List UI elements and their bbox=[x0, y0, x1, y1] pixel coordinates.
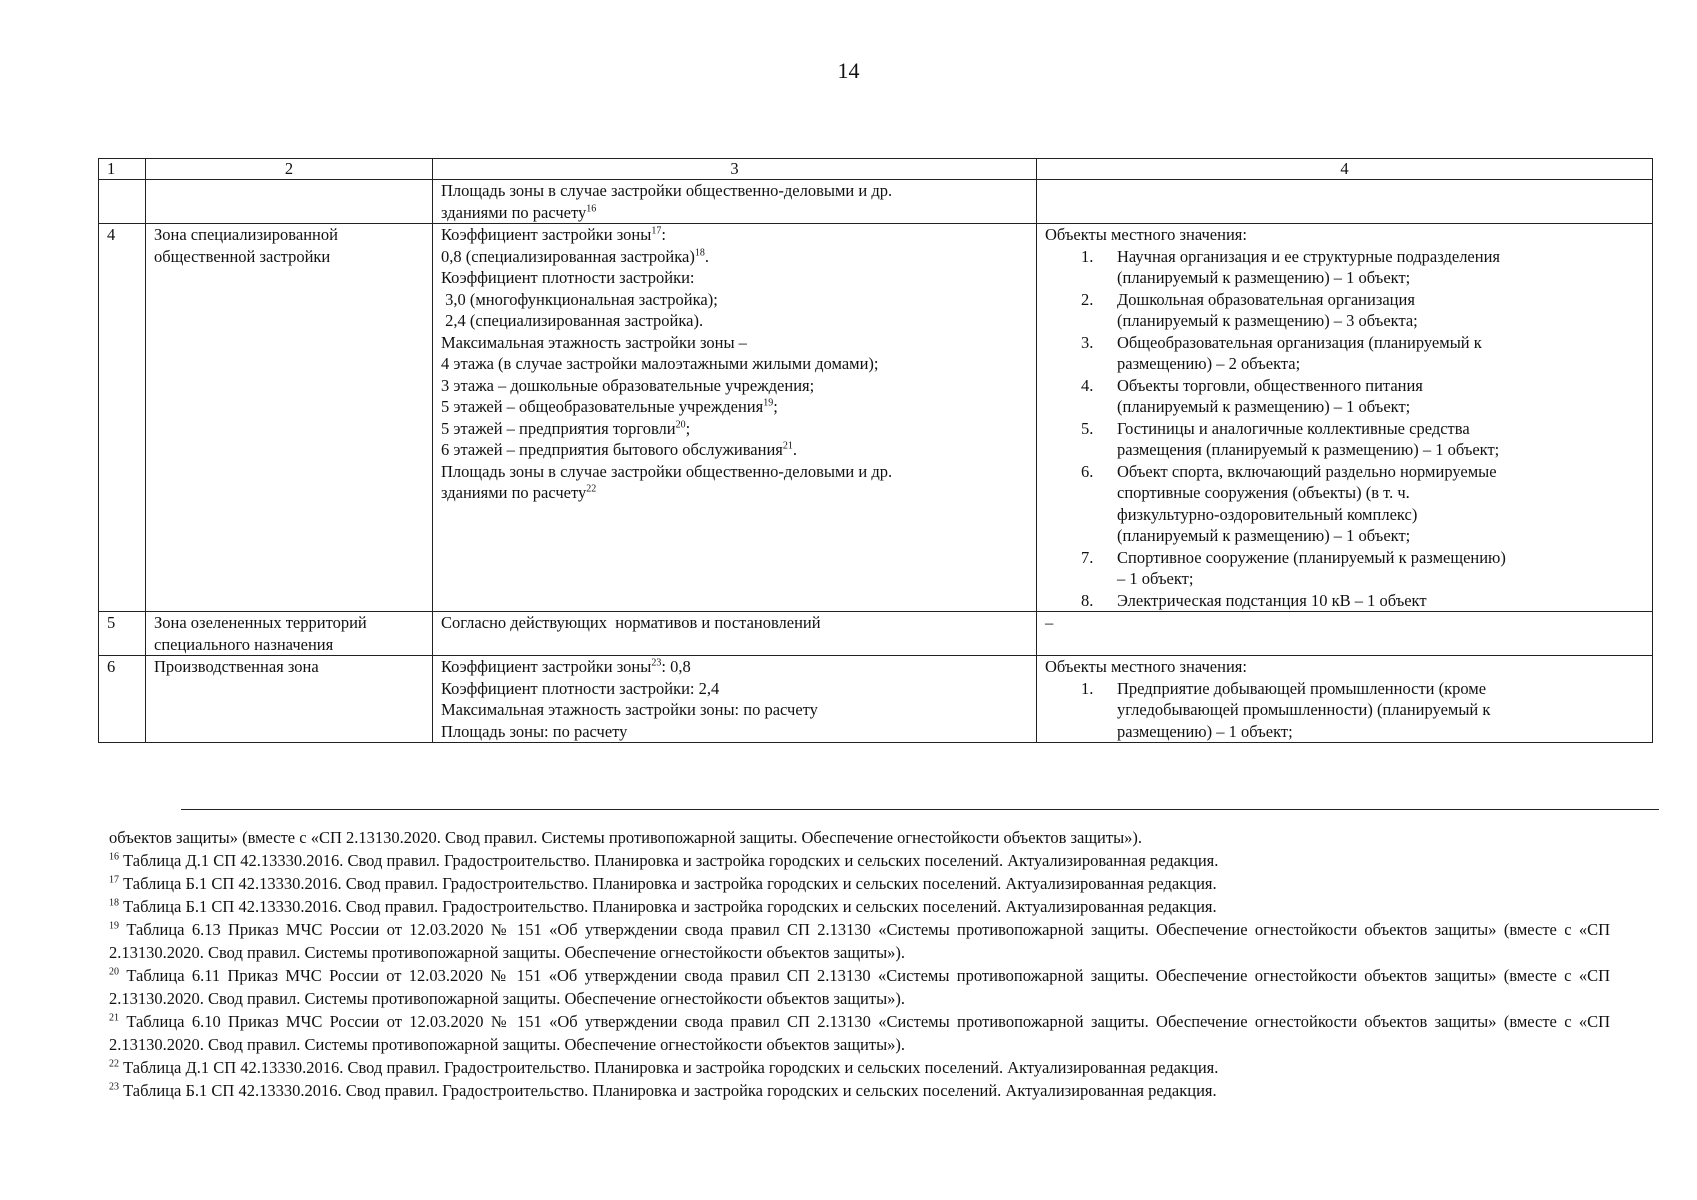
header-cell-3: 3 bbox=[433, 159, 1037, 180]
param-line: Коэффициент плотности застройки: bbox=[441, 268, 695, 287]
zone6-num: 6 bbox=[99, 656, 146, 743]
table-row-zone6 bbox=[99, 656, 1653, 743]
param-line: 3 этажа – дошкольные образовательные учреждения; bbox=[441, 375, 815, 395]
zone4-params bbox=[433, 224, 1037, 612]
list-item: 7. Спортивное сооружение (планируемый к размещению) – 1 объект; bbox=[1081, 547, 1506, 588]
objects-list bbox=[1045, 678, 1644, 743]
header-cell-1: 1 bbox=[99, 159, 146, 180]
footnote: $^{23}$ Таблица Б.1 СП 42.13330.2016. Свод правил. Градостроительство. Планировка и застройка городских и сельских поселений. Актуализированная редакция. bbox=[109, 1081, 1217, 1100]
param-line: Максимальная этажность застройки зоны: по расчету bbox=[441, 700, 818, 719]
zone4-name bbox=[146, 224, 433, 612]
param-line: 2,4 (специализированная застройка). bbox=[441, 311, 704, 330]
footnote-ref: 17 bbox=[651, 225, 662, 237]
footnotes bbox=[109, 826, 1610, 1102]
param-line: Коэффициент плотности застройки: 2,4 bbox=[441, 678, 720, 698]
param-line: 5 этажей – предприятия торговли$^{20}$; bbox=[441, 418, 691, 438]
param-line: Максимальная этажность застройки зоны – bbox=[441, 332, 747, 352]
list-item: 4. Объекты торговли, общественного питания (планируемый к размещению) – 1 объект; bbox=[1081, 375, 1423, 416]
table-row-zone5 bbox=[99, 612, 1653, 656]
list-item: 1. Научная организация и ее структурные подразделения (планируемый к размещению) – 1 объект; bbox=[1081, 246, 1501, 287]
param-line: Площадь зоны: по расчету bbox=[441, 721, 628, 741]
header-cell-4: 4 bbox=[1037, 159, 1653, 180]
continuation-num-cell bbox=[99, 180, 146, 224]
zone5-num: 5 bbox=[99, 612, 146, 656]
footnote-ref: 22 bbox=[586, 483, 597, 495]
param-line: 6 этажей – предприятия бытового обслуживания$^{21}$. bbox=[441, 440, 797, 459]
footnote: $^{22}$ Таблица Д.1 СП 42.13330.2016. Свод правил. Градостроительство. Планировка и застройка городских и сельских поселений. Актуализированная редакция. bbox=[109, 1058, 1219, 1077]
header-cell-2: 2 bbox=[146, 159, 433, 180]
footnote: $^{17}$ Таблица Б.1 СП 42.13330.2016. Свод правил. Градостроительство. Планировка и застройка городских и сельских поселений. Актуализированная редакция. bbox=[109, 874, 1217, 893]
zone4-name-line: Зона специализированной bbox=[154, 225, 338, 244]
param-line: 3,0 (многофункциональная застройка); bbox=[441, 289, 718, 309]
param-line: Коэффициент застройки зоны$^{23}$: 0,8 bbox=[441, 657, 691, 676]
list-item: 3. Общеобразовательная организация (планируемый к размещению) – 2 объекта; bbox=[1081, 332, 1482, 373]
param-line: зданиями по расчету$^{22}$ bbox=[441, 483, 597, 502]
list-item: 2. Дошкольная образовательная организация (планируемый к размещению) – 3 объекта; bbox=[1081, 289, 1418, 330]
footnote-separator bbox=[181, 809, 1659, 810]
zones-table bbox=[98, 158, 1653, 743]
footnote-ref: 19 bbox=[763, 397, 774, 409]
list-item: 8. Электрическая подстанция 10 кВ – 1 объект bbox=[1081, 590, 1427, 610]
objects-title: Объекты местного значения: bbox=[1045, 657, 1247, 676]
continuation-objects-cell bbox=[1037, 180, 1653, 224]
footnote: $^{20}$ Таблица 6.11 Приказ МЧС России от 12.03.2020 № 151 «Об утверждении свода правил СП 2.13130 «Системы противопожарной защиты. Обеспечение огнестойкости объектов защиты» (вместе с «СП 2.13130.2020. Свод правил. Системы противопожарной защиты. Обеспечение огнестойкости объектов защиты»). bbox=[109, 966, 1610, 1008]
footnote-ref: 16 bbox=[586, 203, 597, 214]
zone5-objects: – bbox=[1037, 612, 1653, 656]
param-line: 0,8 (специализированная застройка)$^{18}$. bbox=[441, 246, 709, 266]
footnote: объектов защиты» (вместе с «СП 2.13130.2020. Свод правил. Системы противопожарной защиты. Обеспечение огнестойкости объектов защиты»). bbox=[109, 828, 1143, 847]
zone5-name-line: Зона озелененных территорий bbox=[154, 613, 367, 632]
param-line: 5 этажей – общеобразовательные учреждения$^{19}$; bbox=[441, 397, 778, 416]
continuation-name-cell bbox=[146, 180, 433, 224]
zone5-name-line: специального назначения bbox=[154, 634, 334, 654]
zone5-params: Согласно действующих нормативов и постановлений bbox=[433, 612, 1037, 656]
param-line: Коэффициент застройки зоны$^{17}$: bbox=[441, 225, 666, 244]
list-item: 6. Объект спорта, включающий раздельно нормируемые спортивные сооружения (объекты) (в т. ч. физкультурно-оздоровительный комплекс) (планируемый к размещению) – 1 объект; bbox=[1081, 461, 1497, 545]
objects-list bbox=[1045, 246, 1644, 612]
zone4-num: 4 bbox=[99, 224, 146, 612]
zone6-name: Производственная зона bbox=[146, 656, 433, 743]
continuation-row bbox=[99, 180, 1653, 224]
table-header-row bbox=[99, 159, 1653, 180]
list-item: 5. Гостиницы и аналогичные коллективные средства размещения (планируемый к размещению) – 1 объект; bbox=[1081, 418, 1500, 459]
footnote: $^{21}$ Таблица 6.10 Приказ МЧС России от 12.03.2020 № 151 «Об утверждении свода правил СП 2.13130 «Системы противопожарной защиты. Обеспечение огнестойкости объектов защиты» (вместе с «СП 2.13130.2020. Свод правил. Системы противопожарной защиты. Обеспечение огнестойкости объектов защиты»). bbox=[109, 1012, 1610, 1054]
footnote: $^{18}$ Таблица Б.1 СП 42.13330.2016. Свод правил. Градостроительство. Планировка и застройка городских и сельских поселений. Актуализированная редакция. bbox=[109, 897, 1217, 916]
footnote-ref: 21 bbox=[782, 440, 793, 452]
zone6-objects bbox=[1037, 656, 1653, 743]
zone6-params bbox=[433, 656, 1037, 743]
continuation-params-cell bbox=[433, 180, 1037, 224]
footnote-ref: 18 bbox=[694, 247, 705, 258]
footnote: $^{19}$ Таблица 6.13 Приказ МЧС России от 12.03.2020 № 151 «Об утверждении свода правил СП 2.13130 «Системы противопожарной защиты. Обеспечение огнестойкости объектов защиты» (вместе с «СП 2.13130.2020. Свод правил. Системы противопожарной защиты. Обеспечение огнестойкости объектов защиты»). bbox=[109, 920, 1610, 962]
param-line: Площадь зоны в случае застройки общественно-деловыми и др. bbox=[441, 461, 893, 481]
param-line: 4 этажа (в случае застройки малоэтажными жилыми домами); bbox=[441, 354, 879, 373]
table-row-zone4 bbox=[99, 224, 1653, 612]
page-number: 14 bbox=[837, 58, 860, 83]
footnote-ref: 23 bbox=[651, 657, 662, 669]
footnote: $^{16}$ Таблица Д.1 СП 42.13330.2016. Свод правил. Градостроительство. Планировка и застройка городских и сельских поселений. Актуализированная редакция. bbox=[109, 851, 1219, 870]
zone5-name bbox=[146, 612, 433, 656]
footnote-ref: 20 bbox=[675, 419, 686, 430]
zone4-objects bbox=[1037, 224, 1653, 612]
list-item: 1. Предприятие добывающей промышленности (кроме угледобывающей промышленности) (планируемый к размещению) – 1 объект; bbox=[1081, 678, 1491, 741]
objects-title: Объекты местного значения: bbox=[1045, 225, 1247, 244]
continuation-line: зданиями по расчету$^{16}$ bbox=[441, 202, 597, 222]
zone4-name-line: общественной застройки bbox=[154, 246, 331, 266]
continuation-line: Площадь зоны в случае застройки общественно-деловыми и др. bbox=[441, 181, 893, 200]
